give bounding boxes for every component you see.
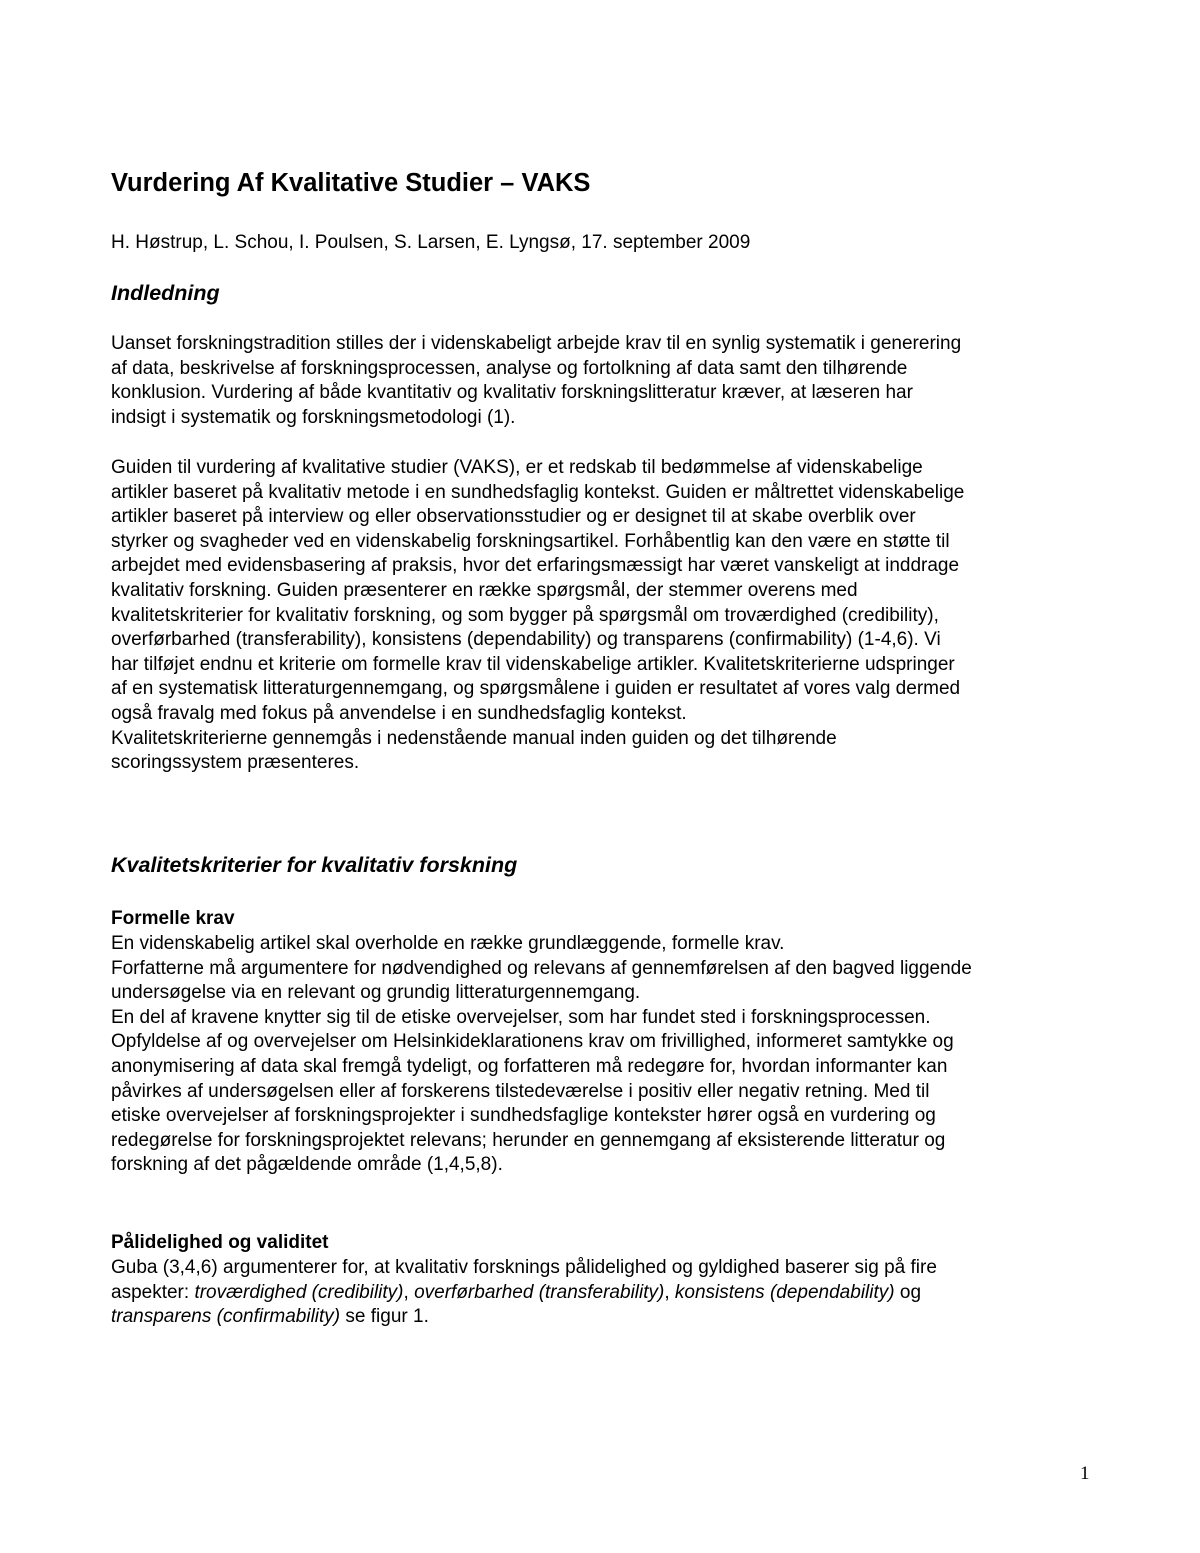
intro-paragraph-2 (111, 456, 1101, 776)
text-line: kvalitetskriterier for kvalitativ forskning, og som bygger på spørgsmål om troværdighed (credibility), (111, 604, 939, 626)
text-line: En videnskabelig artikel skal overholde en række grundlæggende, formelle krav. (111, 933, 785, 954)
subheading-formelle-krav: Formelle krav (111, 908, 235, 929)
text-fragment: se figur 1. (340, 1306, 429, 1328)
intro-paragraph-1 (111, 332, 1101, 430)
text-line: af data, beskrivelse af forskningsprocessen, analyse og fortolkning af data samt den tilhørende (111, 357, 908, 379)
text-fragment: og (894, 1281, 922, 1303)
text-line: Opfyldelse af og overvejelser om Helsinkideklarationens krav om frivillighed, informeret samtykke og (111, 1031, 954, 1053)
text-line: indsigt i systematik og forskningsmetodologi (1). (111, 406, 516, 428)
text-line: konklusion. Vurdering af både kvantitativ og kvalitativ forskningslitteratur kræver, at læseren har (111, 382, 913, 404)
text-line: påvirkes af undersøgelsen eller af forskerens tilstedeværelse i positiv eller negativ retning. Med til (111, 1080, 930, 1102)
section-heading-indledning: Indledning (111, 281, 220, 305)
text-fragment: , (403, 1281, 415, 1303)
text-line: Forfatterne må argumentere for nødvendighed og relevans af gennemførelsen af den bagved liggende (111, 957, 972, 979)
text-line: af en systematisk litteraturgennemgang, og spørgsmålene i guiden er resultatet af vores valg dermed (111, 678, 961, 700)
text-line: Kvalitetskriterierne gennemgås i nedenstående manual inden guiden og det tilhørende (111, 727, 837, 749)
section-heading-kvalitetskriterier: Kvalitetskriterier for kvalitativ forskning (111, 853, 518, 877)
text-line: artikler baseret på kvalitativ metode i en sundhedsfaglig kontekst. Guiden er måltrettet videnskabelige (111, 481, 965, 503)
text-line: også fravalg med fokus på anvendelse i en sundhedsfaglig kontekst. (111, 702, 687, 724)
text-line: redegørelse for forskningsprojektet relevans; herunder en gennemgang af eksisterende litteratur og (111, 1129, 946, 1151)
term-credibility: troværdighed (credibility) (194, 1281, 404, 1303)
term-dependability: konsistens (dependability) (674, 1281, 895, 1303)
term-confirmability: transparens (confirmability) (111, 1306, 341, 1328)
text-line: artikler baseret på interview og eller observationsstudier og er designet til at skabe overblik over (111, 506, 916, 528)
subheading-palidelighed: Pålidelighed og validitet (111, 1232, 329, 1253)
text-line: scoringssystem præsenteres. (111, 752, 360, 774)
page-number: 1 (1080, 1463, 1090, 1484)
text-line: arbejdet med evidensbasering af praksis, hvor det erfaringsmæssigt har været vanskeligt at inddrage (111, 555, 960, 577)
text-line: Guiden til vurdering af kvalitative studier (VAKS), er et redskab til bedømmelse af videnskabelige (111, 457, 923, 478)
text-fragment: aspekter: (111, 1281, 195, 1303)
text-line (111, 1305, 1101, 1330)
formal-requirements-paragraph (111, 932, 1101, 1178)
text-line: Guba (3,4,6) argumenterer for, at kvalitativ forsknings pålidelighed og gyldighed baserer sig på fire (111, 1257, 937, 1278)
text-line: undersøgelse via en relevant og grundig litteraturgennemgang. (111, 982, 641, 1004)
text-line: styrker og svagheder ved en videnskabelig forskningsartikel. Forhåbentlig kan den være en støtte til (111, 530, 950, 552)
text-line: forskning af det pågældende område (1,4,5,8). (111, 1154, 503, 1176)
text-line (111, 1281, 1101, 1306)
authors-line: H. Høstrup, L. Schou, I. Poulsen, S. Larsen, E. Lyngsø, 17. september 2009 (111, 232, 751, 253)
term-transferability: overførbarhed (transferability) (414, 1281, 665, 1303)
text-line: anonymisering af data skal fremgå tydeligt, og forfatteren må redegøre for, hvordan informanter kan (111, 1055, 948, 1077)
text-line: etiske overvejelser af forskningsprojekter i sundhedsfaglige kontekster hører også en vurdering og (111, 1105, 936, 1127)
reliability-paragraph (111, 1256, 1101, 1330)
text-line: En del af kravene knytter sig til de etiske overvejelser, som har fundet sted i forskningsprocessen. (111, 1006, 931, 1028)
document-title: Vurdering Af Kvalitative Studier – VAKS (111, 169, 591, 197)
text-line: overførbarhed (transferability), konsistens (dependability) og transparens (confirmability) (1-4,6). Vi (111, 629, 941, 651)
text-line: kvalitativ forskning. Guiden præsenterer en række spørgsmål, der stemmer overens med (111, 579, 858, 601)
text-fragment: , (664, 1281, 675, 1303)
text-line: Uanset forskningstradition stilles der i videnskabeligt arbejde krav til en synlig systematik i generering (111, 333, 962, 354)
text-line: har tilføjet endnu et kriterie om formelle krav til videnskabelige artikler. Kvalitetskriterierne udspringer (111, 653, 955, 675)
